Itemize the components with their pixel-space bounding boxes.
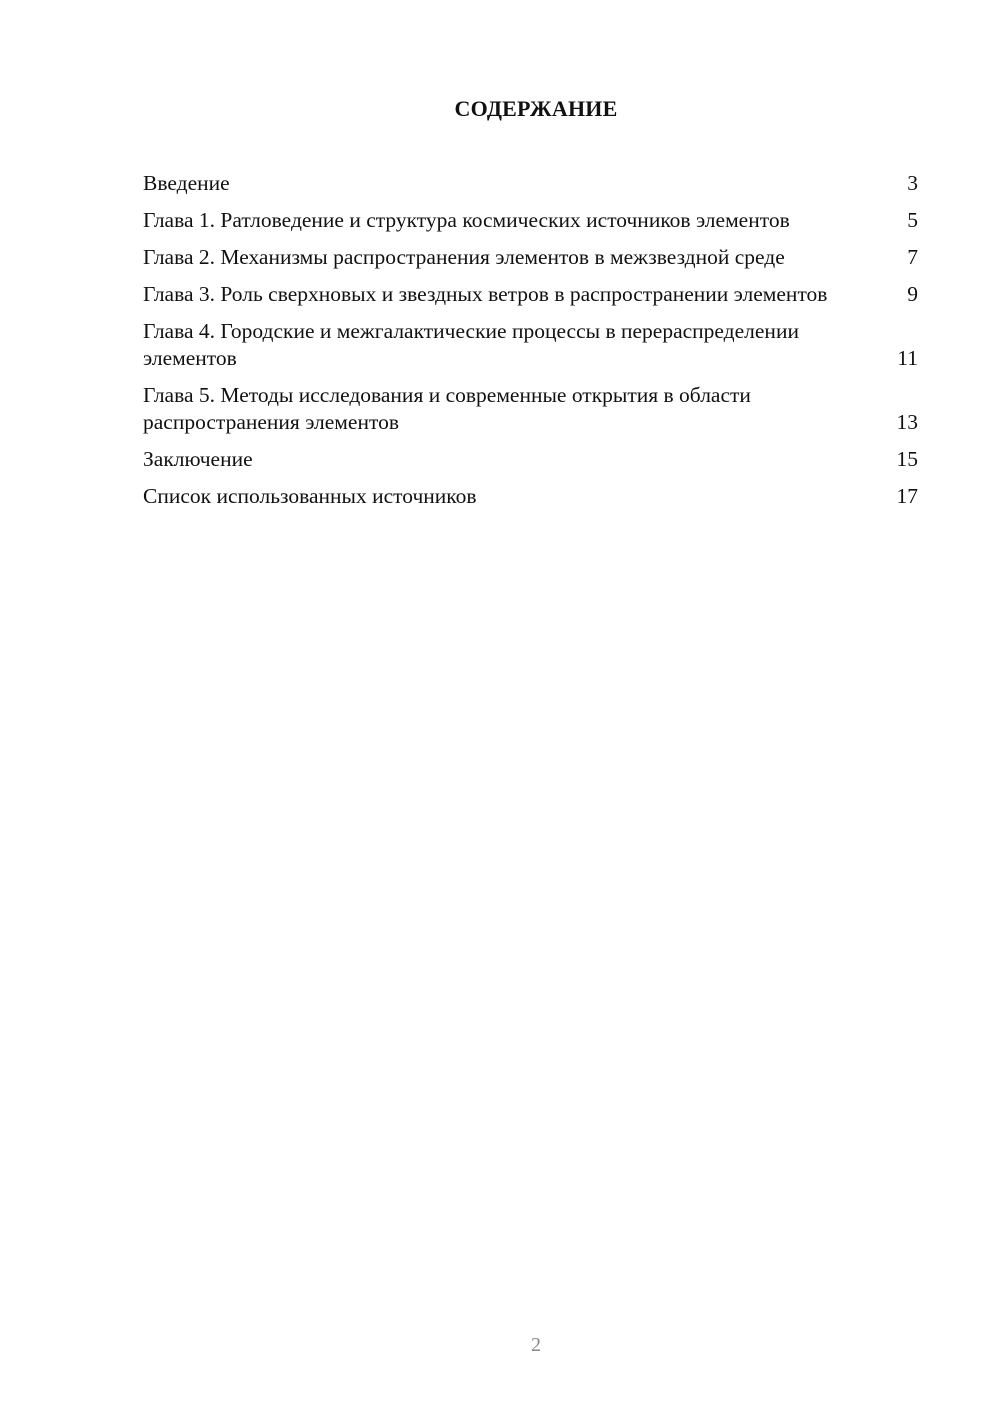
toc-entry-text: Глава 5. Методы исследования и современные открытия в области распространения элементов	[143, 383, 751, 434]
toc-entry-chapter-3	[143, 281, 918, 308]
toc-entry-page: 15	[896, 447, 918, 471]
toc-entry-chapter-5	[143, 382, 918, 436]
table-of-contents	[143, 170, 918, 520]
toc-entry-chapter-1	[143, 207, 918, 234]
toc-entry-references	[143, 483, 918, 510]
toc-entry-page: 7	[907, 245, 918, 269]
toc-entry-page: 13	[896, 410, 918, 434]
toc-entry-text: Список использованных источников	[143, 484, 477, 508]
toc-entry-chapter-2	[143, 244, 918, 271]
toc-entry-page: 5	[907, 208, 918, 232]
toc-entry-text: Глава 3. Роль сверхновых и звездных ветров в распространении элементов	[143, 282, 828, 306]
toc-entry-introduction	[143, 170, 918, 197]
toc-entry-text: Глава 4. Городские и межгалактические процессы в перераспределении элементов	[143, 319, 799, 370]
toc-entry-text: Введение	[143, 171, 230, 195]
page-title: СОДЕРЖАНИЕ	[454, 96, 618, 121]
toc-entry-page: 11	[897, 346, 918, 370]
toc-entry-page: 3	[907, 171, 918, 195]
page-number: 2	[531, 1334, 541, 1356]
toc-entry-text: Глава 1. Ратловедение и структура космических источников элементов	[143, 208, 790, 232]
toc-entry-page: 9	[907, 282, 918, 306]
toc-entry-chapter-4	[143, 318, 918, 372]
toc-entry-page: 17	[896, 484, 918, 508]
toc-entry-conclusion	[143, 446, 918, 473]
toc-entry-text: Глава 2. Механизмы распространения элементов в межзвездной среде	[143, 245, 785, 269]
toc-entry-text: Заключение	[143, 447, 253, 471]
